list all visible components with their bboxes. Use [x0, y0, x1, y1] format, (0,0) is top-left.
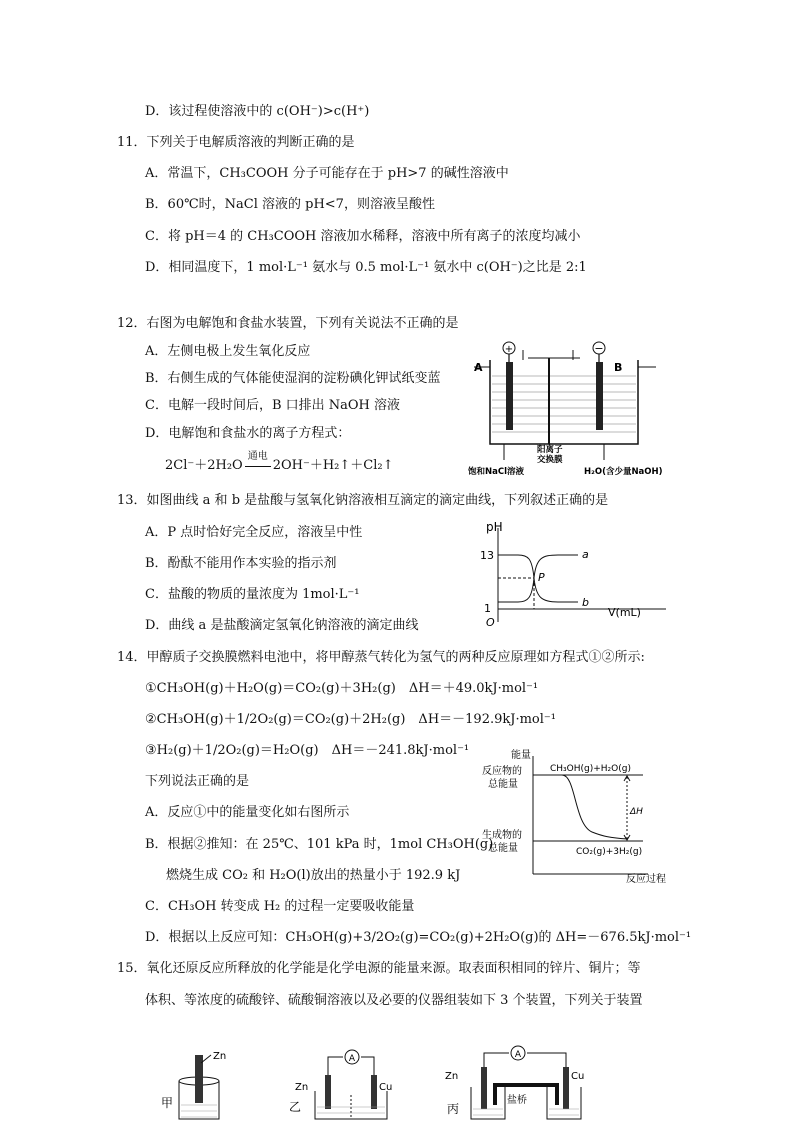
- point-p-label: P: [538, 571, 545, 584]
- outlet-b-label: B: [614, 361, 623, 374]
- q14-reaction-3: ③H₂(g)＋1/2O₂(g)＝H₂O(g) ΔH＝－241.8kJ·mol⁻¹: [145, 743, 470, 758]
- q14-option-b-line2: 燃烧生成 CO₂ 和 H₂O(l)放出的热量小于 192.9 kJ: [166, 868, 461, 883]
- q11-option-c: C．将 pH＝4 的 CH₃COOH 溶液加水稀释，溶液中所有离子的浓度均减小: [145, 229, 581, 244]
- device-bing-label: 丙: [447, 1102, 460, 1116]
- q15-stem-line1: 15．氧化还原反应所释放的化学能是化学电源的能量来源。取表面积相同的锌片、铜片；等: [117, 961, 641, 976]
- q13-option-c: C．盐酸的物质的量浓度为 1mol·L⁻¹: [145, 587, 360, 602]
- q14-option-c: C．CH₃OH 转变成 H₂ 的过程一定要吸收能量: [145, 899, 415, 914]
- y-tick-13: 13: [480, 549, 494, 562]
- outlet-a-label: A: [474, 361, 483, 374]
- q13-stem: 13．如图曲线 a 和 b 是盐酸与氢氧化钠溶液相互滴定的滴定曲线，下列叙述正确的是: [117, 493, 609, 508]
- q14-reaction-1: ①CH₃OH(g)＋H₂O(g)＝CO₂(g)＋3H₂(g) ΔH＝＋49.0kJ·mol⁻¹: [145, 681, 539, 696]
- q12-option-b: B．右侧生成的气体能使湿润的淀粉碘化钾试纸变蓝: [145, 371, 441, 386]
- q11-option-a: A．常温下，CH₃COOH 分子可能存在于 pH>7 的碱性溶液中: [145, 166, 509, 181]
- q12-eq-right: 2OH⁻＋H₂↑＋Cl₂↑: [272, 458, 394, 473]
- bing-ammeter-label: A: [514, 1050, 522, 1060]
- yi-zn-label: Zn: [295, 1082, 309, 1093]
- right-inlet-label: H₂O(含少量NaOH): [584, 467, 663, 477]
- anode-plus-sign: +: [504, 344, 514, 355]
- left-inlet-label: 饱和NaCl溶液: [468, 467, 525, 477]
- product-energy-label-2: 总能量: [488, 843, 518, 854]
- q13-option-d: D．曲线 a 是盐酸滴定氢氧化钠溶液的滴定曲线: [145, 618, 419, 633]
- device-jia-label: 甲: [161, 1096, 174, 1110]
- delta-h-label: ΔH: [630, 807, 643, 817]
- salt-bridge-label: 盐桥: [507, 1095, 527, 1106]
- membrane-label-2: 交换膜: [537, 455, 563, 465]
- q14-option-b-line1: B．根据②推知：在 25℃、101 kPa 时，1mol CH₃OH(g): [145, 837, 494, 852]
- q15-stem-line2: 体积、等浓度的硫酸锌、硫酸铜溶液以及必要的仪器组装如下 3 个装置，下列关于装置: [145, 993, 643, 1008]
- q10-option-d: D．该过程使溶液中的 c(OH⁻)>c(H⁺): [145, 104, 370, 119]
- q11-option-d: D．相同温度下，1 mol·L⁻¹ 氨水与 0.5 mol·L⁻¹ 氨水中 c(OH⁻)之比是 2:1: [145, 260, 587, 275]
- yi-ammeter-label: A: [348, 1054, 356, 1064]
- q13-option-a: A．P 点时恰好完全反应，溶液呈中性: [145, 525, 363, 540]
- y-tick-1: 1: [484, 602, 491, 615]
- products-species: CO₂(g)+3H₂(g): [576, 847, 643, 857]
- bing-cu-label: Cu: [571, 1071, 585, 1082]
- yi-cu-label: Cu: [379, 1082, 393, 1093]
- electrolysis-cell-figure: [468, 340, 668, 484]
- titration-curve-figure: [478, 518, 678, 634]
- q11-stem: 11．下列关于电解质溶液的判断正确的是: [117, 135, 355, 150]
- q14-reaction-2: ②CH₃OH(g)＋1/2O₂(g)＝CO₂(g)＋2H₂(g) ΔH＝－192.9kJ·mol⁻¹: [145, 712, 556, 727]
- q12-eq-condition: 通电: [247, 451, 268, 462]
- q12-equation: [165, 451, 394, 475]
- energy-diagram-figure: [478, 744, 678, 888]
- q14-option-a: A．反应①中的能量变化如右图所示: [145, 805, 350, 820]
- galvanic-cells-figure: [155, 1045, 615, 1127]
- q14-stem: 14．甲醇质子交换膜燃料电池中，将甲醇蒸气转化为氢气的两种反应原理如方程式①②所示:: [117, 650, 645, 665]
- energy-axis-label: 能量: [511, 750, 531, 761]
- q12-eq-left: 2Cl⁻＋2H₂O: [165, 458, 243, 473]
- jia-zn-label: Zn: [213, 1051, 227, 1062]
- origin-label: O: [486, 616, 495, 629]
- q12-stem: 12．右图为电解饱和食盐水装置，下列有关说法不正确的是: [117, 316, 459, 331]
- x-axis-label: V(mL): [608, 606, 641, 619]
- membrane-label-1: 阳离子: [537, 445, 563, 455]
- curve-a-label: a: [582, 548, 589, 561]
- q12-option-c: C．电解一段时间后，B 口排出 NaOH 溶液: [145, 398, 401, 413]
- curve-b-label: b: [582, 596, 589, 609]
- reactant-energy-label-2: 总能量: [488, 779, 518, 790]
- reactants-species: CH₃OH(g)+H₂O(g): [550, 764, 631, 774]
- q13-option-b: B．酚酞不能用作本实验的指示剂: [145, 556, 337, 571]
- reactant-energy-label-1: 反应物的: [482, 766, 522, 777]
- reaction-progress-label: 反应过程: [626, 874, 666, 884]
- q12-option-d: D．电解饱和食盐水的离子方程式：: [145, 426, 351, 441]
- cathode-minus-sign: −: [594, 342, 604, 355]
- q12-option-a: A．左侧电极上发生氧化反应: [145, 344, 311, 359]
- product-energy-label-1: 生成物的: [482, 830, 522, 841]
- q14-subprompt: 下列说法正确的是: [145, 774, 250, 789]
- bing-zn-label: Zn: [445, 1071, 459, 1082]
- q11-option-b: B．60℃时，NaCl 溶液的 pH<7，则溶液呈酸性: [145, 197, 435, 212]
- q14-option-d: D．根据以上反应可知：CH₃OH(g)+3/2O₂(g)=CO₂(g)+2H₂O(g)的 ΔH=－676.5kJ·mol⁻¹: [145, 930, 692, 945]
- device-yi-label: 乙: [289, 1100, 302, 1114]
- y-axis-label: pH: [486, 520, 503, 534]
